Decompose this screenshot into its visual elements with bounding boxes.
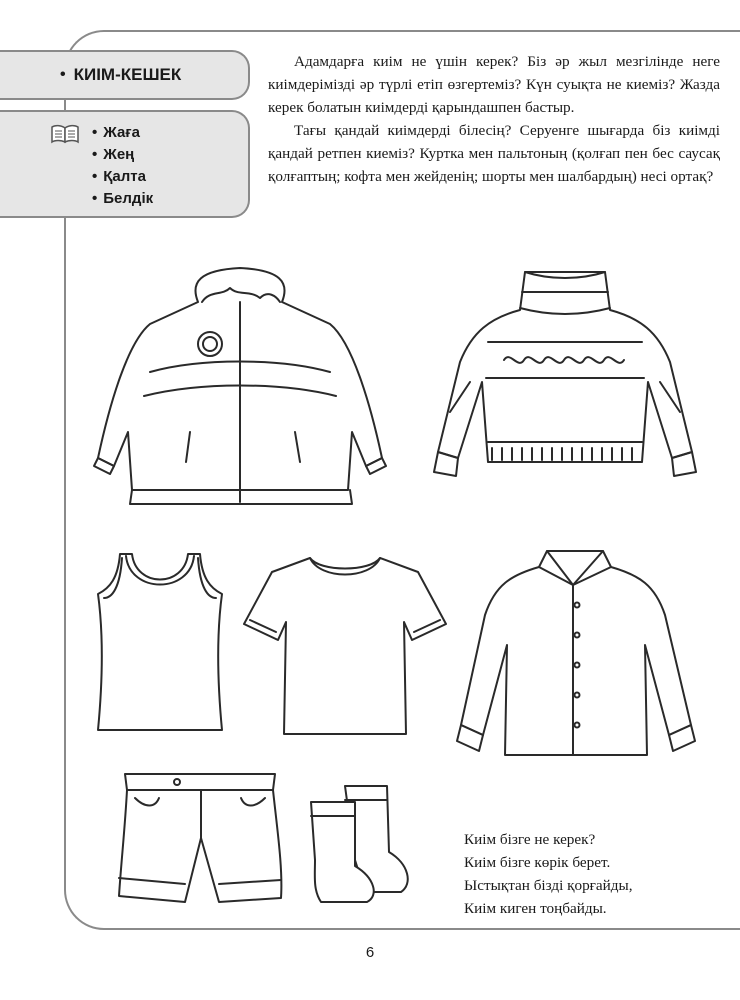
sweater-illustration (430, 262, 700, 492)
title-text: КИІМ-КЕШЕК (73, 65, 182, 84)
intro-text (268, 50, 720, 188)
intro-paragraph-2: Тағы қандай киімдерді білесің? Серуенге шығарда біз киімді қандай ретпен киеміз? Куртка мен пальтоның (қолғап пен бес саусақ қолғаптың; кофта мен жейденің; шорты мен шалбардың) несі ортақ? (268, 122, 720, 185)
jacket-illustration (90, 262, 390, 512)
vocab-item: • Жең (92, 144, 153, 166)
poem-line: Киім бізге не керек? (464, 831, 596, 848)
section-title (0, 50, 250, 100)
intro-paragraph-1: Адамдарға киім не үшін керек? Біз әр жыл мезгілінде неге киімдерімізді әр түрлі етіп өзгертеміз? Күн суықта не киеміз? Жазда керек болатын киімдерді қарындашпен бастыр. (268, 53, 720, 116)
poem (464, 828, 633, 920)
poem-line: Киім бізге көрік берет. (464, 854, 611, 871)
vocabulary-list (92, 122, 153, 210)
poem-line: Ыстықтан бізді қорғайды, (464, 877, 633, 894)
title-bullet: • (60, 66, 66, 83)
socks-illustration (305, 780, 415, 905)
t-shirt-illustration (240, 552, 450, 737)
tank-top-illustration (90, 548, 230, 733)
shirt-illustration (455, 545, 695, 760)
vocabulary-box (0, 110, 250, 218)
shorts-illustration (115, 768, 285, 908)
vocab-item: • Жаға (92, 122, 153, 144)
vocab-item: • Белдік (92, 188, 153, 210)
page-number: 6 (365, 944, 375, 961)
poem-line: Киім киген тоңбайды. (464, 900, 607, 917)
vocab-item: • Қалта (92, 166, 153, 188)
book-icon (50, 124, 80, 144)
